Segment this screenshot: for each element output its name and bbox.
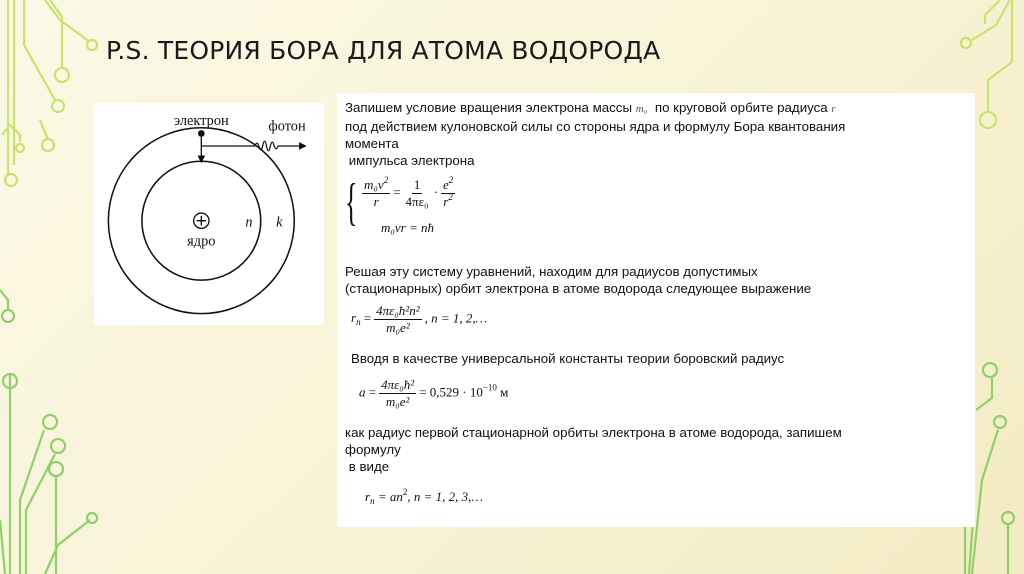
photon-label: фотон bbox=[268, 118, 306, 135]
bohr-radius-equation: a = $\frac{\text{4πε₀ħ²}}{\text{m₀e²}}$ = $0,529 \cdot 10^{-10}$ м bbox=[359, 377, 509, 409]
orbit-n-label: n bbox=[245, 214, 253, 231]
orbit-k-label: k bbox=[276, 214, 283, 231]
paragraph-bohr-radius: Вводя в качестве универсальной константы теории боровский радиус bbox=[351, 351, 785, 366]
nucleus-label: ядро bbox=[187, 233, 216, 250]
content-panel: Запишем условие вращения электрона массы m₀ по круговой орбите радиуса r под действием кулоновской силы со стороны ядра и формулу Бора квантования момента импульса электрона { $\frac{m_0v^2}{r}$ = $\frac{1}{\text{4πε₀}}$ · $\frac{e^2}{r^2}$ m₀vr = nħ Решая эту систему уравнений, находим для радиусов допустимых (стационарных) орбит электрона в атоме водорода следующее выражение $r_n$ = $\frac{\text{4πε₀ħ²n²}}{\text{m₀e²}}$ , n = 1, 2,… Вводя в качестве универсальной константы теории боровский радиус a = $\frac{\text{4πε₀ħ²}}{\text{m₀e²}}$ = $0,529 \cdot 10^{-10}$ м как радиус первой стационарной орбиты электрона в атоме водорода, запишем формулу в виде $r_n = an^2$, n = 1, 2, 3,… bbox=[337, 93, 975, 527]
paragraph-solution: Решая эту систему уравнений, находим для радиусов допустимых (стационарных) орбит электрона в атоме водорода следующее выражение bbox=[345, 264, 812, 296]
orbit-radius-equation: $r_n$ = $\frac{\text{4πε₀ħ²n²}}{\text{m₀e²}}$ , n = 1, 2,… bbox=[351, 303, 488, 335]
paragraph-formula-intro: как радиус первой стационарной орбиты электрона в атоме водорода, запишем формулу в виде bbox=[345, 425, 842, 474]
symbol-r: r bbox=[831, 103, 836, 115]
symbol-m0: m₀ bbox=[635, 103, 648, 115]
bohr-atom-diagram bbox=[94, 103, 324, 325]
slide-title: P.S. ТЕОРИЯ БОРА ДЛЯ АТОМА ВОДОРОДА bbox=[106, 36, 661, 65]
paragraph-intro: Запишем условие вращения электрона массы m₀ по круговой орбите радиуса r под действием кулоновской силы со стороны ядра и формулу Бора квантования момента импульса электрона bbox=[345, 100, 846, 168]
quantization-equation: m₀vr = nħ bbox=[381, 220, 435, 235]
atom-illustration bbox=[94, 103, 324, 325]
electron-label: электрон bbox=[173, 112, 229, 129]
coulomb-equation: $\frac{m_0v^2}{r}$ = $\frac{1}{\text{4πε₀}}$ · $\frac{e^2}{r^2}$ bbox=[364, 175, 454, 209]
final-radius-equation: $r_n = an^2$, n = 1, 2, 3,… bbox=[365, 487, 483, 506]
